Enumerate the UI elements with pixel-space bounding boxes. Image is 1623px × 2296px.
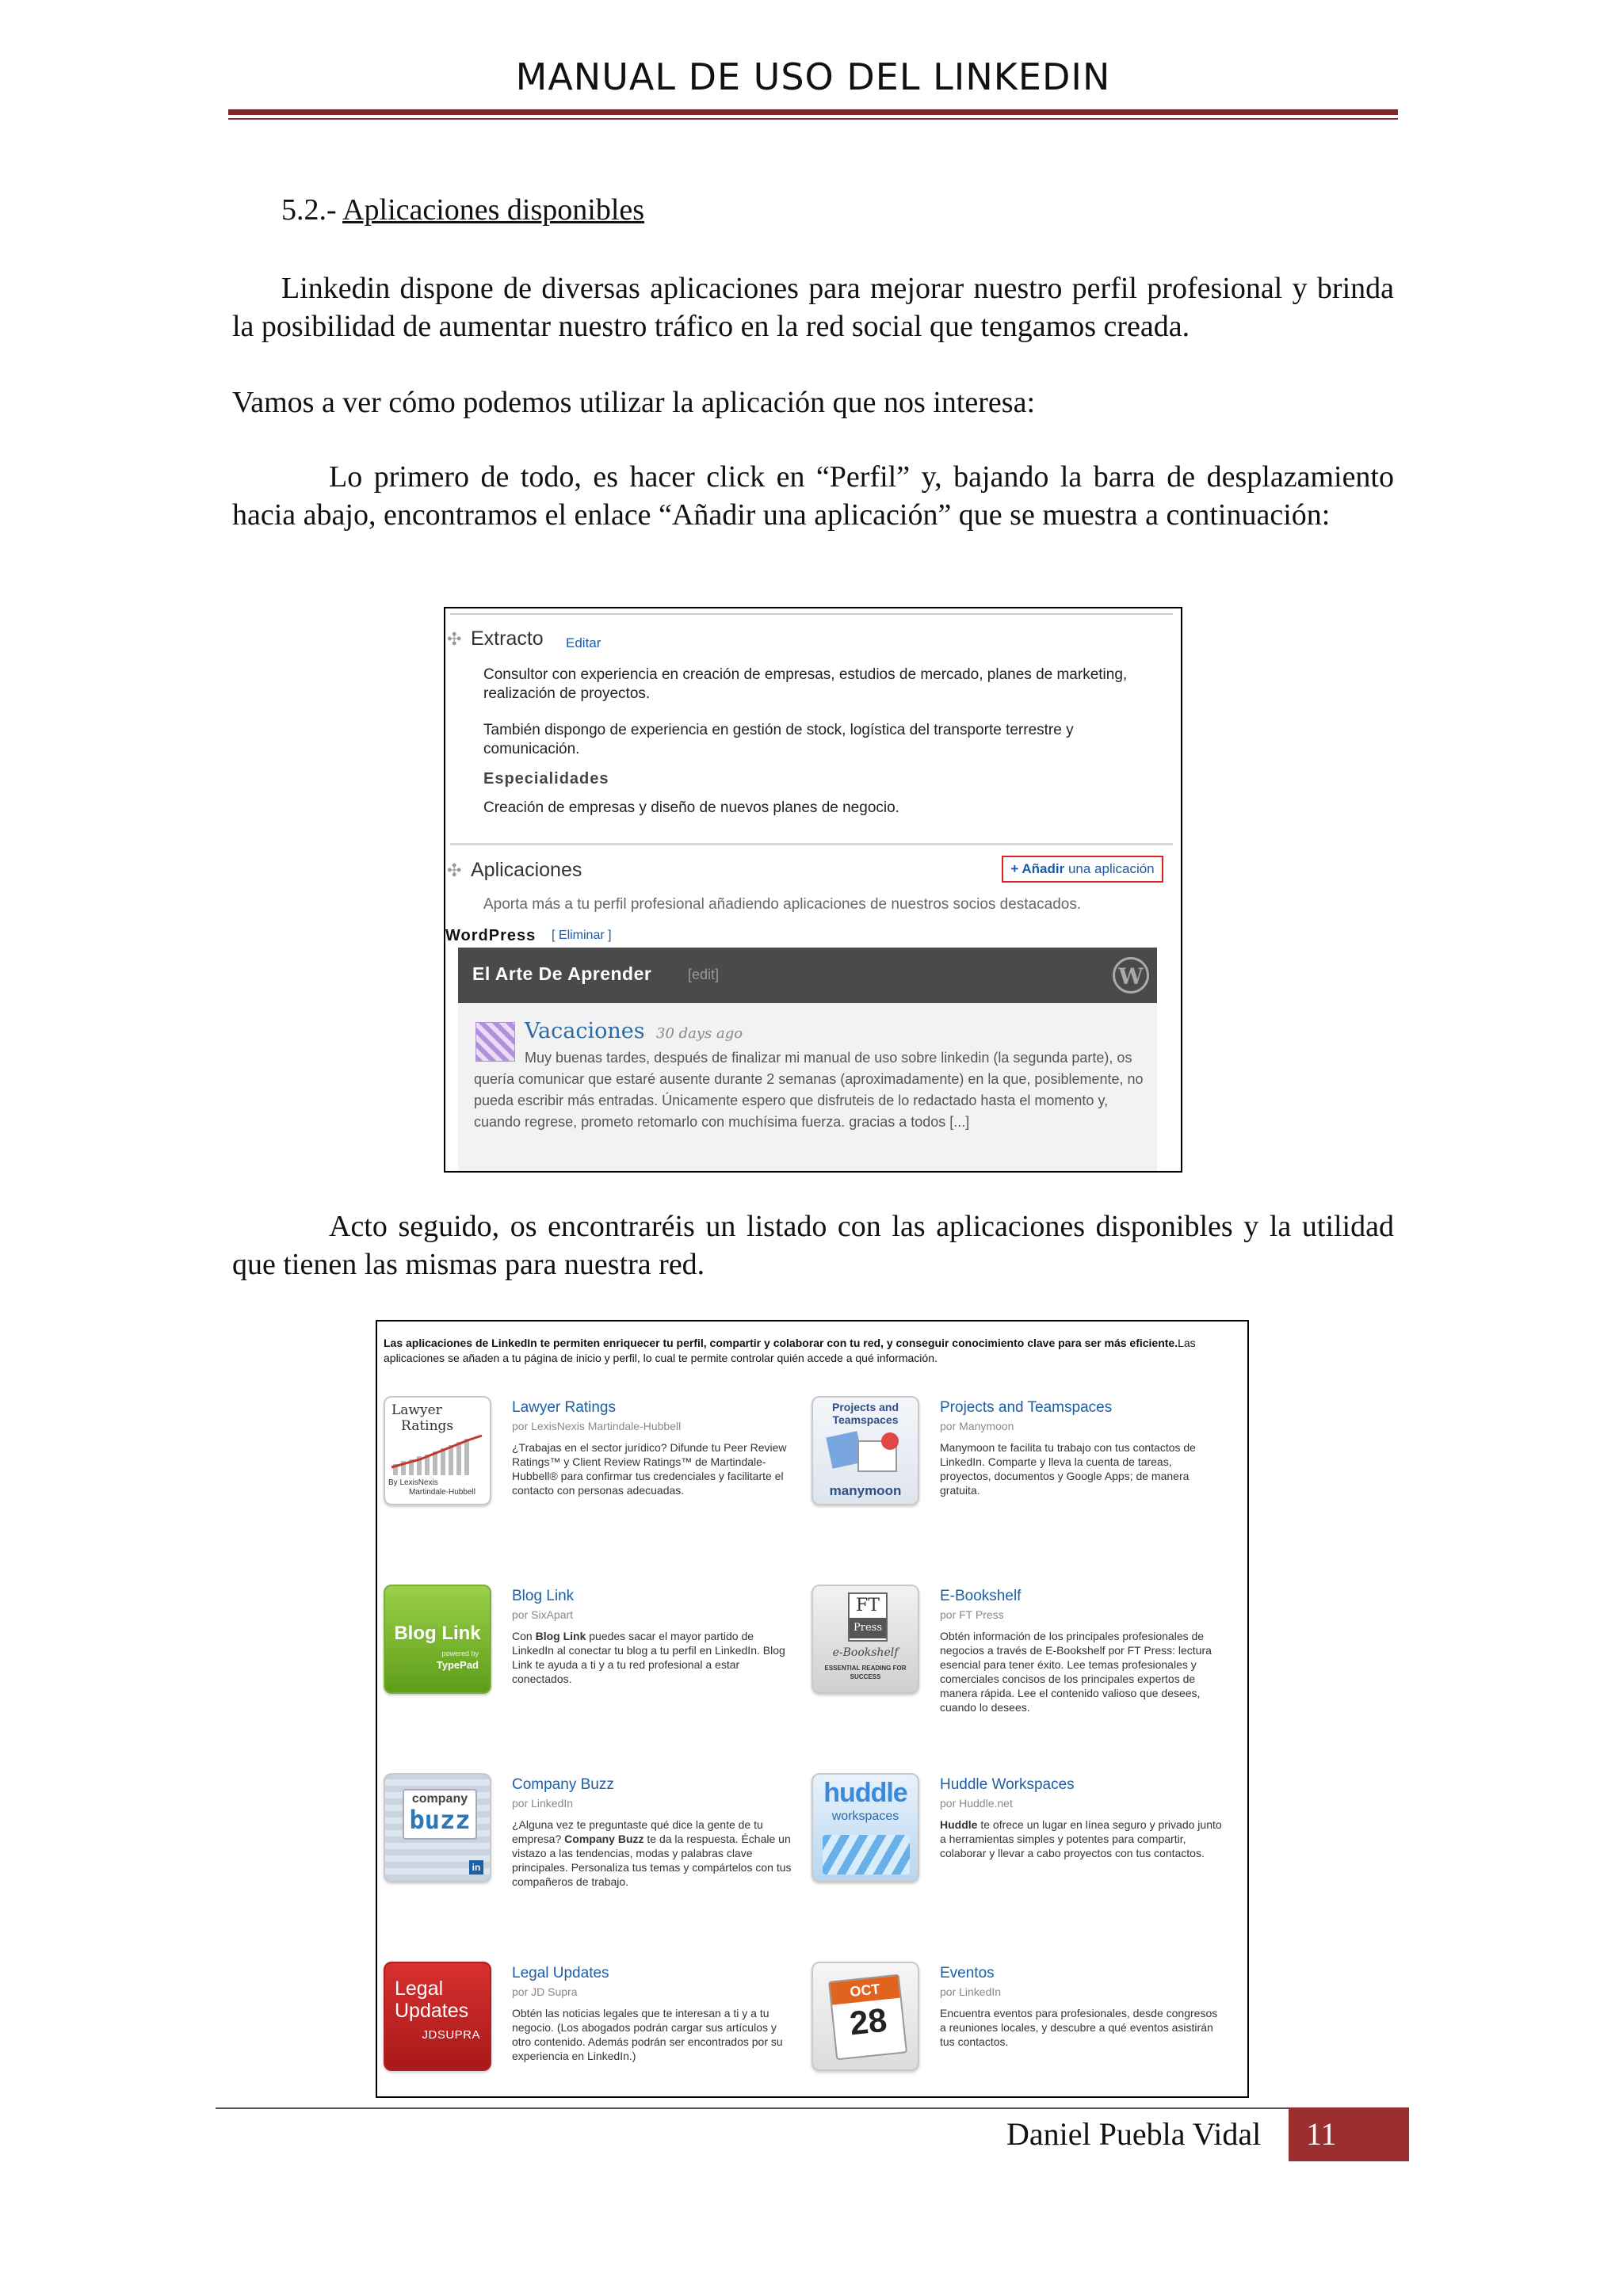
app-item-legal-updates[interactable]: [384, 1962, 796, 2098]
app-author: por FT Press: [940, 1608, 1004, 1621]
post-excerpt: Muy buenas tardes, después de finalizar mi manual de uso sobre linkedin (la segunda parte), os quería comunicar que estaré ausente durante 2 semanas (aproximadamente) en la que, posiblemente, no pueda escribir más entradas. Únicamente espero que disfruteis de lo redactado hasta el momento y, cuando regrese, prometo retomarlo con muchísima fuerza. gracias a todos [...]: [474, 1050, 1144, 1130]
ft-press-logo-icon: FT Press e-Bookshelf ESSENTIAL READING FOR SUCCESS: [812, 1585, 919, 1694]
app-author: por LexisNexis Martindale-Hubbell: [512, 1420, 682, 1432]
paragraph-step2: Acto seguido, os encontraréis un listado con las aplicaciones disponibles y la utilidad que tienen las mismas para nuestra red.: [232, 1210, 1394, 1281]
app-name[interactable]: Projects and Teamspaces: [940, 1399, 1113, 1416]
app-name[interactable]: Eventos: [940, 1965, 995, 1981]
company-buzz-logo-icon: company buzz in: [384, 1773, 491, 1882]
especialidades-text: Creación de empresas y diseño de nuevos planes de negocio.: [483, 799, 899, 816]
add-application-button[interactable]: + Añadir una aplicación: [1002, 856, 1163, 883]
huddle-logo-icon: huddle workspaces: [812, 1773, 919, 1882]
legal-updates-logo-icon: Legal Updates JDSUPRA: [384, 1962, 491, 2071]
app-item-lawyer-ratings[interactable]: [384, 1396, 796, 1562]
paragraph-how: Vamos a ver cómo podemos utilizar la aplicación que nos interesa:: [232, 386, 1036, 419]
profile-screenshot: [444, 607, 1182, 1173]
section-title: 5.2.- Aplicaciones disponibles: [281, 193, 645, 227]
app-description: Con Blog Link puedes sacar el mayor partido de LinkedIn al conectar tu blog a tu perfil en LinkedIn. Blog Link te ayuda a ti y a tu red profesional a estar conectados.: [512, 1630, 785, 1685]
app-name[interactable]: Lawyer Ratings: [512, 1399, 616, 1416]
blog-link-logo-icon: Blog Link powered by TypePad: [384, 1585, 491, 1694]
app-item-blog-link[interactable]: [384, 1585, 796, 1751]
wordpress-remove-link[interactable]: [ Eliminar ]: [552, 929, 612, 942]
post-date: 30 days ago: [656, 1025, 743, 1042]
header-rule-thin: [228, 118, 1398, 120]
calendar-icon: OCT 28: [812, 1962, 919, 2071]
footer-author: Daniel Puebla Vidal: [1006, 2116, 1262, 2152]
applications-screenshot: [376, 1320, 1249, 2098]
header-rule: [228, 109, 1398, 115]
app-name[interactable]: Company Buzz: [512, 1776, 614, 1793]
app-description: Huddle te ofrece un lugar en línea seguro y privado junto a herramientas simples y potentes para compartir, colaborar y llevar a cabo proyectos con tus contactos.: [940, 1818, 1222, 1859]
app-author: por LinkedIn: [512, 1797, 574, 1810]
app-item-eventos[interactable]: [812, 1962, 1224, 2098]
aplicaciones-title: Aplicaciones: [471, 859, 582, 881]
paragraph-step1: Lo primero de todo, es hacer click en “Perfil” y, bajando la barra de desplazamiento hacia abajo, encontramos el enlace “Añadir una aplicación” que se muestra a continuación:: [232, 460, 1394, 532]
app-description: Encuentra eventos para profesionales, desde congresos a reuniones locales, y descubre a qué eventos asistirán tus contactos.: [940, 2007, 1218, 2048]
footer-rule: [216, 2107, 1409, 2109]
manymoon-logo-icon: Projects and Teamspaces manymoon: [812, 1396, 919, 1505]
app-author: por SixApart: [512, 1608, 574, 1621]
app-name[interactable]: Huddle Workspaces: [940, 1776, 1075, 1793]
applications-intro: Las aplicaciones de LinkedIn te permiten enriquecer tu perfil, compartir y colaborar con tu red, y conseguir conocimiento clave para ser más eficiente.Las aplicaciones se añaden a tu página de inicio y perfil, lo cual te permite controlar quién accede a qué información.: [384, 1337, 1196, 1364]
blog-post: [458, 1003, 1157, 1173]
extracto-text-2: También dispongo de experiencia en gestión de stock, logística del transporte terrestre y comunicación.: [483, 722, 1074, 757]
drag-handle-icon[interactable]: ✣: [447, 629, 462, 649]
especialidades-title: Especialidades: [483, 770, 609, 788]
app-item-company-buzz[interactable]: [384, 1773, 796, 1939]
app-description: Manymoon te facilita tu trabajo con tus contactos de LinkedIn. Comparte y lleva la cuenta de tareas, proyectos, documentos y Google Apps; de manera gratuita.: [940, 1441, 1196, 1497]
drag-handle-icon[interactable]: ✣: [447, 860, 462, 880]
app-author: por Manymoon: [940, 1420, 1014, 1432]
app-name[interactable]: Blog Link: [512, 1588, 575, 1604]
page-number: 11: [1289, 2107, 1409, 2161]
lawyer-ratings-logo-icon: Lawyer Ratings By LexisNexis Martindale-Hubbell: [384, 1396, 491, 1505]
app-description: Obtén información de los principales profesionales de negocios a través de E-Bookshelf por FT Press: lectura esencial para tener éxito. Lee temas profesionales y comerciales concisos de los principales expertos de manera rápida. Lee el contenido valioso que desees, cuando lo desees.: [940, 1630, 1212, 1714]
app-item-projects-teamspaces[interactable]: [812, 1396, 1224, 1562]
blog-header-bar: [458, 948, 1157, 1003]
app-author: por JD Supra: [512, 1985, 578, 1998]
blog-title[interactable]: El Arte De Aprender: [472, 963, 652, 984]
wordpress-logo-icon: W: [1113, 957, 1149, 994]
app-name[interactable]: Legal Updates: [512, 1965, 609, 1981]
app-item-huddle-workspaces[interactable]: [812, 1773, 1224, 1939]
blog-edit-link[interactable]: [edit]: [688, 967, 720, 982]
app-item-e-bookshelf[interactable]: [812, 1585, 1224, 1751]
page-header-title: MANUAL DE USO DEL LINKEDIN: [515, 55, 1111, 98]
app-author: por Huddle.net: [940, 1797, 1013, 1810]
app-description: ¿Trabajas en el sector jurídico? Difunde tu Peer Review Ratings™ y Client Review Ratings™ de Martindale-Hubbell® para confirmar tus credenciales y facilitarte el contacto con personas adecuadas.: [512, 1441, 787, 1497]
post-title[interactable]: Vacaciones: [525, 1019, 645, 1043]
extracto-title: Extracto: [471, 627, 544, 650]
aplicaciones-text: Aporta más a tu perfil profesional añadiendo aplicaciones de nuestros socios destacados.: [483, 896, 1082, 913]
app-description: Obtén las noticias legales que te interesan a ti y a tu negocio. (Los abogados podrán cargar sus artículos y otro contenido. Además podrán ser encontrados por su experiencia en LinkedIn.): [512, 2007, 783, 2062]
wordpress-label: WordPress: [445, 927, 537, 944]
app-name[interactable]: E-Bookshelf: [940, 1588, 1022, 1604]
app-author: por LinkedIn: [940, 1985, 1002, 1998]
app-description: ¿Alguna vez te preguntaste qué dice la gente de tu empresa? Company Buzz te da la respuesta. Échale un vistazo a las tendencias, modas y palabras clave principales. Personaliza tus temas y compártelos con tus compañeros de trabajo.: [512, 1818, 792, 1888]
extracto-text-1: Consultor con experiencia en creación de empresas, estudios de mercado, planes de marketing, realización de proyectos.: [483, 666, 1128, 702]
extracto-edit-link[interactable]: Editar: [566, 635, 601, 650]
paragraph-intro: Linkedin dispone de diversas aplicaciones para mejorar nuestro perfil profesional y brinda la posibilidad de aumentar nuestro tráfico en la red social que tengamos creada.: [232, 272, 1394, 343]
